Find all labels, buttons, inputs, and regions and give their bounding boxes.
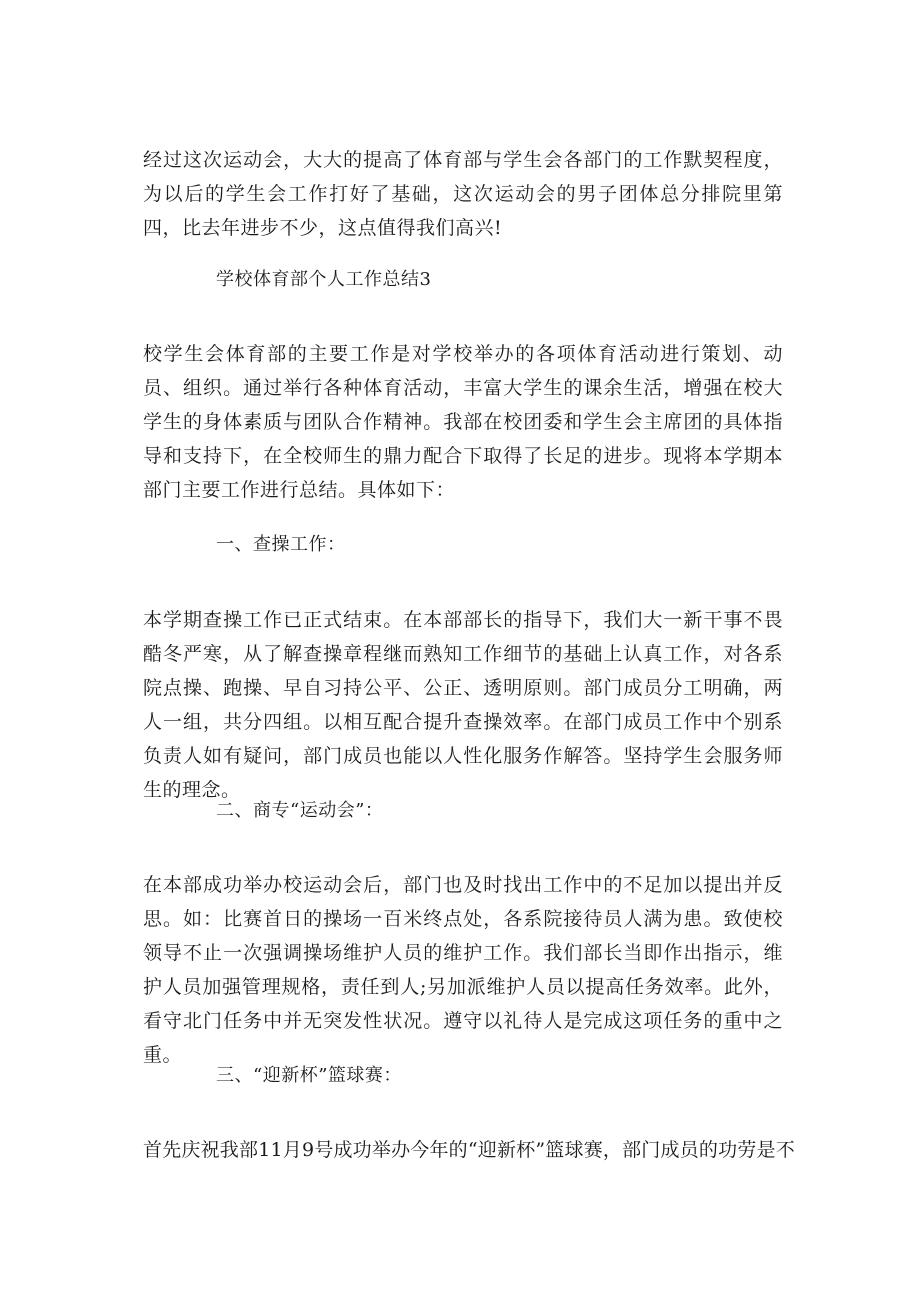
section-title: 学校体育部个人工作总结3	[216, 269, 432, 290]
paragraph-1: 经过这次运动会，大大的提高了体育部与学生会各部门的工作默契程度，为以后的学生会工作打好了基础，这次运动会的男子团体总分排院里第四，比去年进步不少，这点值得我们高兴!	[143, 149, 783, 239]
paragraph-5: 首先庆祝我部11月9号成功举办今年的“迎新杯”篮球赛，部门成员的功劳是不	[143, 1139, 795, 1161]
paragraph-2: 校学生会体育部的主要工作是对学校举办的各项体育活动进行策划、动员、组织。通过举行各种体育活动，丰富大学生的课余生活，增强在校大学生的身体素质与团队合作精神。我部在校团委和学生会主席团的具体指导和支持下，在全校师生的鼎力配合下取得了长足的进步。现将本学期本部门主要工作进行总结。具体如下：	[143, 343, 783, 501]
heading-1: 一、查操工作：	[216, 534, 346, 555]
heading-2: 二、商专“运动会”：	[216, 800, 384, 821]
heading-3: 三、“迎新杯”篮球赛：	[216, 1065, 402, 1086]
paragraph-4: 在本部成功举办校运动会后，部门也及时找出工作中的不足加以提出并反思。如：比赛首日的操场一百米终点处，各系院接待员人满为患。致使校领导不止一次强调操场维护人员的维护工作。我们部长当即作出指示，维护人员加强管理规格，责任到人;另加派维护人员以提高任务效率。此外，看守北门任务中并无突发性状况。遵守以礼待人是完成这项任务的重中之重。	[143, 874, 783, 1066]
paragraph-3: 本学期查操工作已正式结束。在本部部长的指导下，我们大一新干事不畏酷冬严寒，从了解查操章程继而熟知工作细节的基础上认真工作，对各系院点操、跑操、早自习持公平、公正、透明原则。部门成员分工明确，两人一组，共分四组。以相互配合提升查操效率。在部门成员工作中个别系负责人如有疑问，部门成员也能以人性化服务作解答。坚持学生会服务师生的理念。	[143, 609, 783, 801]
